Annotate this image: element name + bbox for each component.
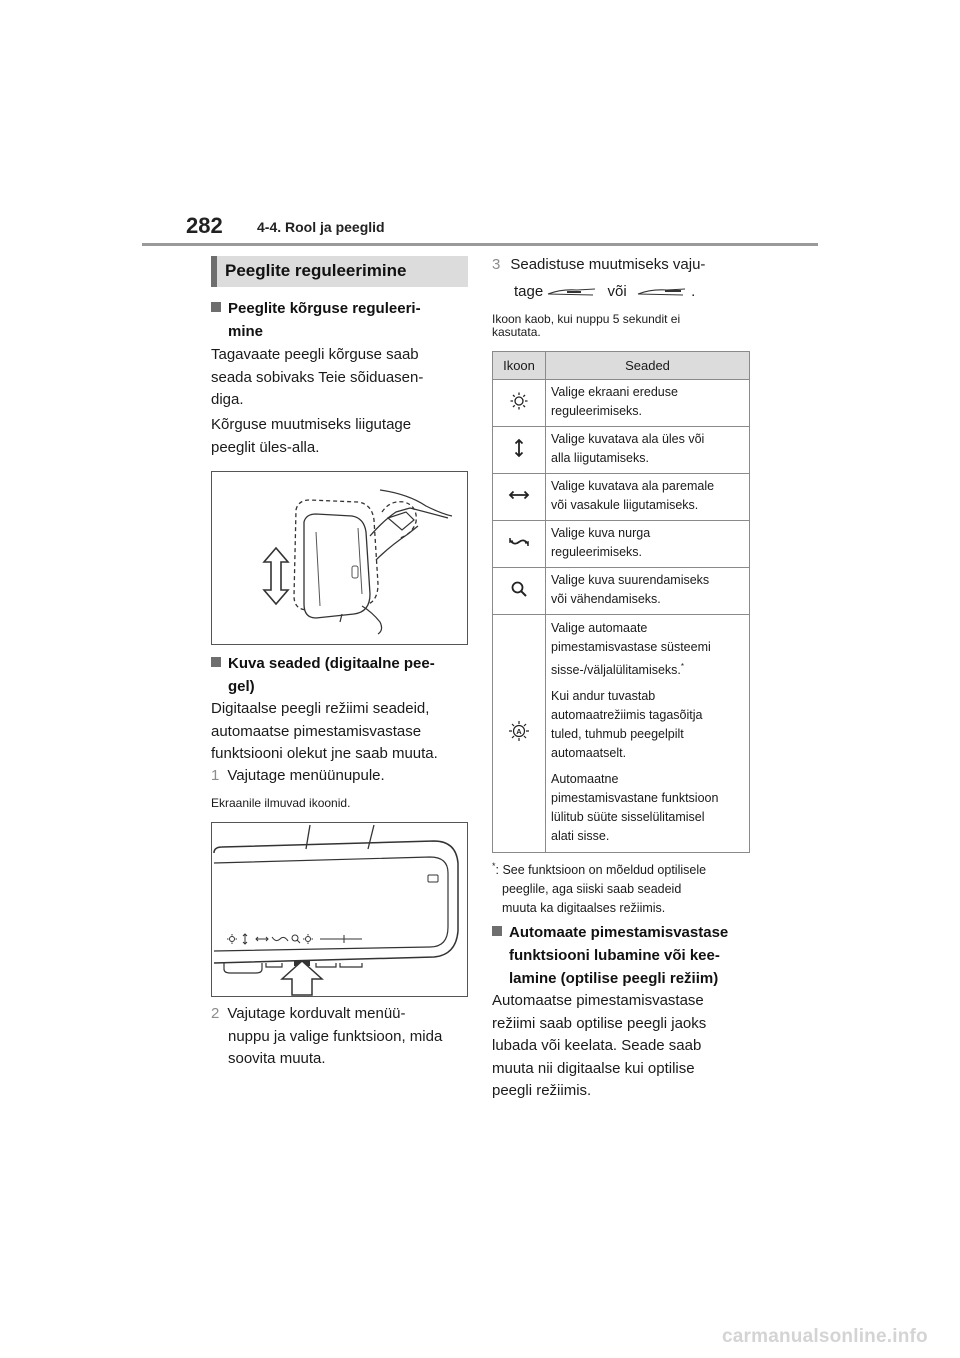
step-1-number: 1 [211, 767, 220, 784]
icon-timeout-note: Ikoon kaob, kui nuppu 5 sekundit ei kasutata. [492, 312, 681, 339]
footnote: *: See funktsioon on mõeldud optilisele peeglile, aga siiski saab seadeid muuta ka digitaalses režiimis. [492, 861, 707, 916]
chapter-title: 4-4. Rool ja peeglid [257, 219, 385, 235]
column-header-icon: Ikoon [493, 352, 546, 380]
vertical-arrows-icon [509, 438, 529, 458]
square-bullet-icon [211, 302, 221, 312]
table-row: A Valige automaate pimestamisvastase süsteemi sisse-/väljalülitamiseks.* Kui andur tuvastab automaatrežiimis tagasõitja tuled, tuhmub peegelpilt automaatselt. Automaatne pimestamisvastane funktsioon lülitub süüte sisselülitamisel alati sisse. [493, 615, 750, 853]
auto-antiglare-icon [508, 720, 530, 742]
step-3: 3 Seadistuse muutmiseks vaju- tage või . [492, 256, 706, 300]
step-1: 1 Vajutage menüünupule. [211, 767, 385, 784]
table-header-row [493, 352, 750, 380]
step-2-number: 2 [211, 1005, 220, 1022]
tilt-icon [508, 532, 530, 552]
section-header [211, 256, 468, 287]
mirror-height-figure [211, 471, 468, 645]
step-1-note: Ekraanile ilmuvad ikoonid. [211, 796, 351, 810]
height-adjust-paragraph-1: Tagavaate peegli kõrguse saab seada sobivaks Teie sõiduasen- diga. [211, 346, 424, 408]
step-3-number: 3 [492, 256, 501, 273]
left-button-icon [547, 287, 597, 297]
watermark: carmanualsonline.info [722, 1326, 928, 1347]
icon-settings-table [492, 351, 750, 853]
up-down-arrow-icon [264, 548, 288, 604]
square-bullet-icon [492, 926, 502, 936]
right-button-icon [637, 287, 687, 297]
subheading-display-settings: Kuva seaded (digitaalne pee- gel) [211, 652, 471, 698]
table-row: Valige kuva nurga reguleerimiseks. [493, 521, 750, 568]
table-row: Valige ekraani ereduse reguleerimiseks. [493, 380, 750, 427]
anti-glare-paragraph: Automaatse pimestamisvastase režiimi saab optilise peegli jaoks lubada või keelata. Seade saab muuta nii digitaalse kui optilise peegli režiimis. [492, 992, 707, 1099]
svg-text:A: A [516, 726, 522, 736]
subheading-anti-glare: Automaate pimestamisvastase funktsiooni lubamine või kee- lamine (optilise peegli režiim) [492, 921, 762, 990]
table-row: Valige kuva suurendamiseks või vähendamiseks. [493, 568, 750, 615]
column-header-settings: Seaded [546, 352, 750, 380]
step-2: 2 Vajutage korduvalt menüü- nuppu ja valige funktsioon, mida soovita muuta. [211, 1005, 443, 1067]
magnifier-icon [509, 579, 529, 599]
header-rule [142, 243, 818, 246]
table-row: Valige kuvatava ala paremale või vasakule liigutamiseks. [493, 474, 750, 521]
horizontal-arrows-icon [508, 485, 530, 505]
subheading-height-adjust: Peeglite kõrguse reguleeri- mine [211, 297, 471, 343]
table-row: Valige kuvatava ala üles või alla liigutamiseks. [493, 427, 750, 474]
brightness-icon [509, 391, 529, 411]
mirror-height-illustration [212, 472, 467, 644]
square-bullet-icon [211, 657, 221, 667]
height-adjust-paragraph-2: Kõrguse muutmiseks liigutage peeglit üles-alla. [211, 416, 412, 456]
digital-mirror-illustration [212, 823, 467, 996]
display-settings-paragraph: Digitaalse peegli režiimi seadeid, automaatse pimestamisvastase funktsiooni olekut jne saab muuta. [211, 700, 438, 762]
page-number: 282 [186, 213, 223, 238]
section-title: Peeglite reguleerimine [225, 261, 407, 280]
digital-mirror-figure [211, 822, 468, 997]
